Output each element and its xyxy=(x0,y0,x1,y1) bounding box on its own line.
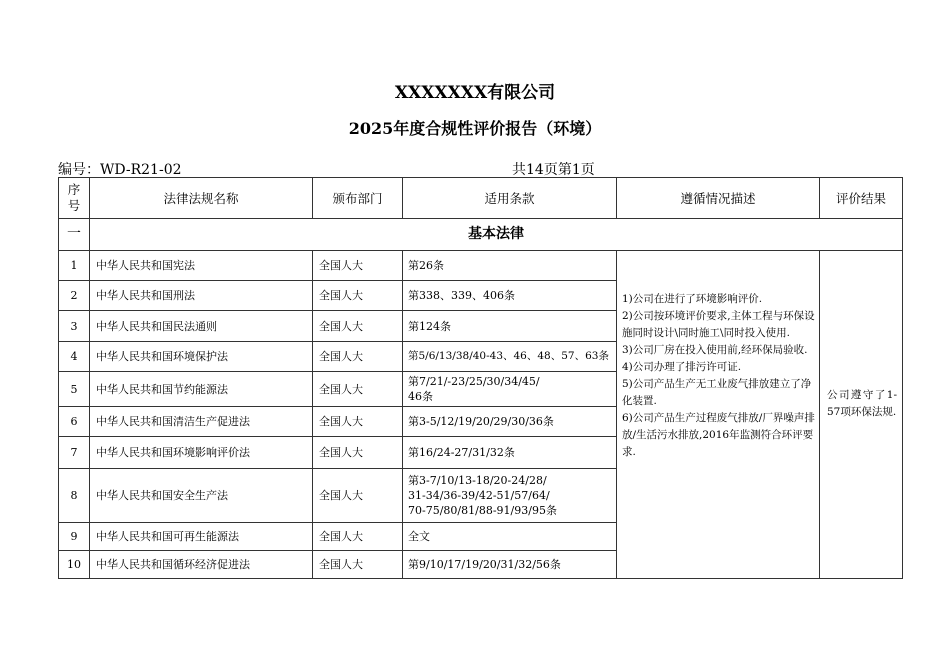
section-title: 基本法律 xyxy=(90,219,903,251)
col-header-name: 法律法规名称 xyxy=(90,178,313,219)
applicable-clause: 第7/21/-23/25/30/34/45/ 46条 xyxy=(403,372,617,407)
law-name: 中华人民共和国刑法 xyxy=(90,281,313,311)
law-name: 中华人民共和国环境保护法 xyxy=(90,342,313,372)
col-header-dept: 颁布部门 xyxy=(313,178,403,219)
applicable-clause: 第3-7/10/13-18/20-24/28/ 31-34/36-39/42-51/57/64/ 70-75/80/81/88-91/93/95条 xyxy=(403,469,617,523)
col-header-no: 序号 xyxy=(59,178,90,219)
regulation-table xyxy=(58,177,903,579)
row-no: 3 xyxy=(59,311,90,342)
row-no: 4 xyxy=(59,342,90,372)
report-title: 2025年度合规性评价报告（环境） xyxy=(348,119,602,138)
section-row xyxy=(59,219,903,251)
issuing-dept: 全国人大 xyxy=(313,281,403,311)
law-name: 中华人民共和国宪法 xyxy=(90,251,313,281)
issuing-dept: 全国人大 xyxy=(313,251,403,281)
table-header-row xyxy=(59,178,903,219)
document-code: 编号：WD-R21-02 xyxy=(58,162,182,178)
applicable-clause: 第5/6/13/38/40-43、46、48、57、63条 xyxy=(403,342,617,372)
row-no: 7 xyxy=(59,437,90,469)
law-name: 中华人民共和国可再生能源法 xyxy=(90,523,313,551)
applicable-clause: 第26条 xyxy=(403,251,617,281)
row-no: 5 xyxy=(59,372,90,407)
law-name: 中华人民共和国清洁生产促进法 xyxy=(90,407,313,437)
law-name: 中华人民共和国环境影响评价法 xyxy=(90,437,313,469)
law-name: 中华人民共和国安全生产法 xyxy=(90,469,313,523)
evaluation-result: 公司遵守了1-57项环保法规. xyxy=(820,251,903,579)
row-no: 1 xyxy=(59,251,90,281)
issuing-dept: 全国人大 xyxy=(313,407,403,437)
company-name: XXXXXXX有限公司 xyxy=(394,83,556,103)
row-no: 6 xyxy=(59,407,90,437)
page-count: 共14页第1页 xyxy=(512,162,595,178)
row-no: 10 xyxy=(59,551,90,579)
row-no: 9 xyxy=(59,523,90,551)
law-name: 中华人民共和国节约能源法 xyxy=(90,372,313,407)
applicable-clause: 第338、339、406条 xyxy=(403,281,617,311)
col-header-result: 评价结果 xyxy=(820,178,903,219)
applicable-clause: 全文 xyxy=(403,523,617,551)
applicable-clause: 第3-5/12/19/20/29/30/36条 xyxy=(403,407,617,437)
issuing-dept: 全国人大 xyxy=(313,523,403,551)
issuing-dept: 全国人大 xyxy=(313,437,403,469)
row-no: 2 xyxy=(59,281,90,311)
issuing-dept: 全国人大 xyxy=(313,469,403,523)
applicable-clause: 第9/10/17/19/20/31/32/56条 xyxy=(403,551,617,579)
col-header-clause: 适用条款 xyxy=(403,178,617,219)
applicable-clause: 第16/24-27/31/32条 xyxy=(403,437,617,469)
law-name: 中华人民共和国民法通则 xyxy=(90,311,313,342)
issuing-dept: 全国人大 xyxy=(313,551,403,579)
issuing-dept: 全国人大 xyxy=(313,372,403,407)
law-name: 中华人民共和国循环经济促进法 xyxy=(90,551,313,579)
row-no: 8 xyxy=(59,469,90,523)
compliance-description: 1)公司在进行了环境影响评价. 2)公司按环境评价要求,主体工程与环保设施同时设计\同时施工\同时投入使用. 3)公司厂房在投入使用前,经环保局验收. 4)公司办理了排污许可证. 5)公司产品生产无工业废气排放建立了净化装置. 6)公司产品生产过程废气排放/厂界噪声排放/生活污水排放,2016年监测符合环评要求. xyxy=(617,251,820,579)
applicable-clause: 第124条 xyxy=(403,311,617,342)
col-header-compliance: 遵循情况描述 xyxy=(617,178,820,219)
issuing-dept: 全国人大 xyxy=(313,342,403,372)
issuing-dept: 全国人大 xyxy=(313,311,403,342)
section-number: 一 xyxy=(59,219,90,251)
table-row xyxy=(59,251,903,281)
